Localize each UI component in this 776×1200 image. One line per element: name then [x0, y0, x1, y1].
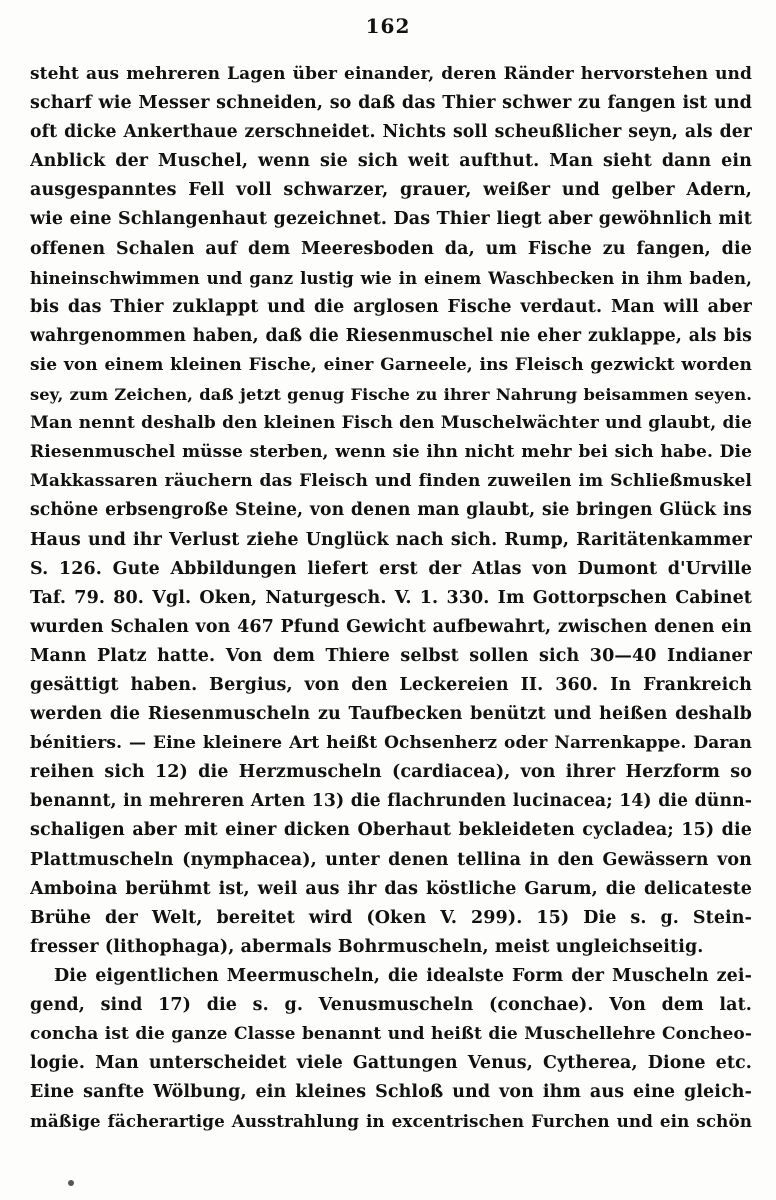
text-line: Man nennt deshalb den kleinen Fisch den Muschelwächter und glaubt, die — [30, 413, 752, 434]
text-line: sey, zum Zeichen, daß jetzt genug Fische zu ihrer Nahrung beisammen seyen. — [30, 385, 752, 405]
text-line: schöne erbsengroße Steine, von denen man glaubt, sie bringen Glück ins — [30, 500, 752, 521]
text-line: bénitiers. — Eine kleinere Art heißt Ochsenherz oder Narrenkappe. Daran — [30, 733, 752, 754]
text-line: Amboina berühmt ist, weil aus ihr das köstliche Garum, die delicateste — [30, 878, 752, 899]
paragraph-start-line: Die eigentlichen Meermuscheln, die idealste Form der Muscheln zei- — [54, 965, 752, 986]
text-line: Brühe der Welt, bereitet wird (Oken V. 299). 15) Die s. g. Stein- — [30, 907, 752, 928]
text-line: logie. Man unterscheidet viele Gattungen Venus, Cytherea, Dione etc. — [30, 1053, 752, 1074]
body-text — [30, 60, 752, 1136]
text-line: sie von einem kleinen Fische, einer Garneele, ins Fleisch gezwickt worden — [30, 354, 752, 375]
text-line: steht aus mehreren Lagen über einander, deren Ränder hervorstehen und — [30, 64, 752, 84]
text-line: scharf wie Messer schneiden, so daß das Thier schwer zu fangen ist und — [30, 93, 752, 114]
text-line: wahrgenommen haben, daß die Riesenmuschel nie eher zuklappe, als bis — [30, 325, 752, 346]
text-line: wie eine Schlangenhaut gezeichnet. Das Thier liegt aber gewöhnlich mit — [30, 209, 752, 230]
text-line: Plattmuscheln (nymphacea), unter denen tellina in den Gewässern von — [30, 849, 752, 870]
text-line: Anblick der Muschel, wenn sie sich weit aufthut. Man sieht dann ein — [30, 151, 752, 172]
text-line: reihen sich 12) die Herzmuscheln (cardiacea), von ihrer Herzform so — [30, 762, 752, 783]
text-line: offenen Schalen auf dem Meeresboden da, um Fische zu fangen, die — [30, 238, 752, 259]
text-line: mäßige fächerartige Ausstrahlung in excentrischen Furchen und ein schön — [30, 1111, 752, 1132]
text-line: werden die Riesenmuscheln zu Taufbecken benützt und heißen deshalb — [30, 704, 752, 725]
text-line: Makkassaren räuchern das Fleisch und finden zuweilen im Schließmuskel — [30, 471, 752, 492]
text-line: Mann Platz hatte. Von dem Thiere selbst sollen sich 30—40 Indianer — [30, 645, 752, 666]
text-line: Taf. 79. 80. Vgl. Oken, Naturgesch. V. 1. 330. Im Gottorpschen Cabinet — [30, 587, 752, 608]
text-line: Eine sanfte Wölbung, ein kleines Schloß und von ihm aus eine gleich- — [30, 1082, 752, 1103]
text-line: oft dicke Ankerthaue zerschneidet. Nichts soll scheußlicher seyn, als der — [30, 122, 752, 143]
page-number: 162 — [365, 14, 411, 38]
text-line: fresser (lithophaga), abermals Bohrmuscheln, meist ungleichseitig. — [30, 936, 704, 957]
text-line: bis das Thier zuklappt und die arglosen Fische verdaut. Man will aber — [30, 296, 752, 317]
text-line: gesättigt haben. Bergius, von den Leckereien II. 360. In Frankreich — [30, 674, 752, 695]
text-line: S. 126. Gute Abbildungen liefert erst der Atlas von Dumont d'Urville — [30, 558, 752, 579]
ink-spot — [68, 1180, 74, 1186]
text-line: benannt, in mehreren Arten 13) die flachrunden lucinacea; 14) die dünn- — [30, 791, 752, 812]
text-line: hineinschwimmen und ganz lustig wie in einem Waschbecken in ihm baden, — [30, 268, 752, 288]
text-line: ausgespanntes Fell voll schwarzer, grauer, weißer und gelber Adern, — [30, 180, 752, 201]
text-line: schaligen aber mit einer dicken Oberhaut bekleideten cycladea; 15) die — [30, 820, 752, 841]
text-line: wurden Schalen von 467 Pfund Gewicht aufbewahrt, zwischen denen ein — [30, 616, 752, 637]
text-line: concha ist die ganze Classe benannt und heißt die Muschellehre Concheo- — [30, 1024, 752, 1045]
text-line: Haus und ihr Verlust ziehe Unglück nach sich. Rump, Raritätenkammer — [30, 529, 752, 550]
text-line: Riesenmuschel müsse sterben, wenn sie ihn nicht mehr bei sich habe. Die — [30, 442, 752, 463]
text-line: gend, sind 17) die s. g. Venusmuscheln (conchae). Von dem lat. — [30, 995, 752, 1015]
